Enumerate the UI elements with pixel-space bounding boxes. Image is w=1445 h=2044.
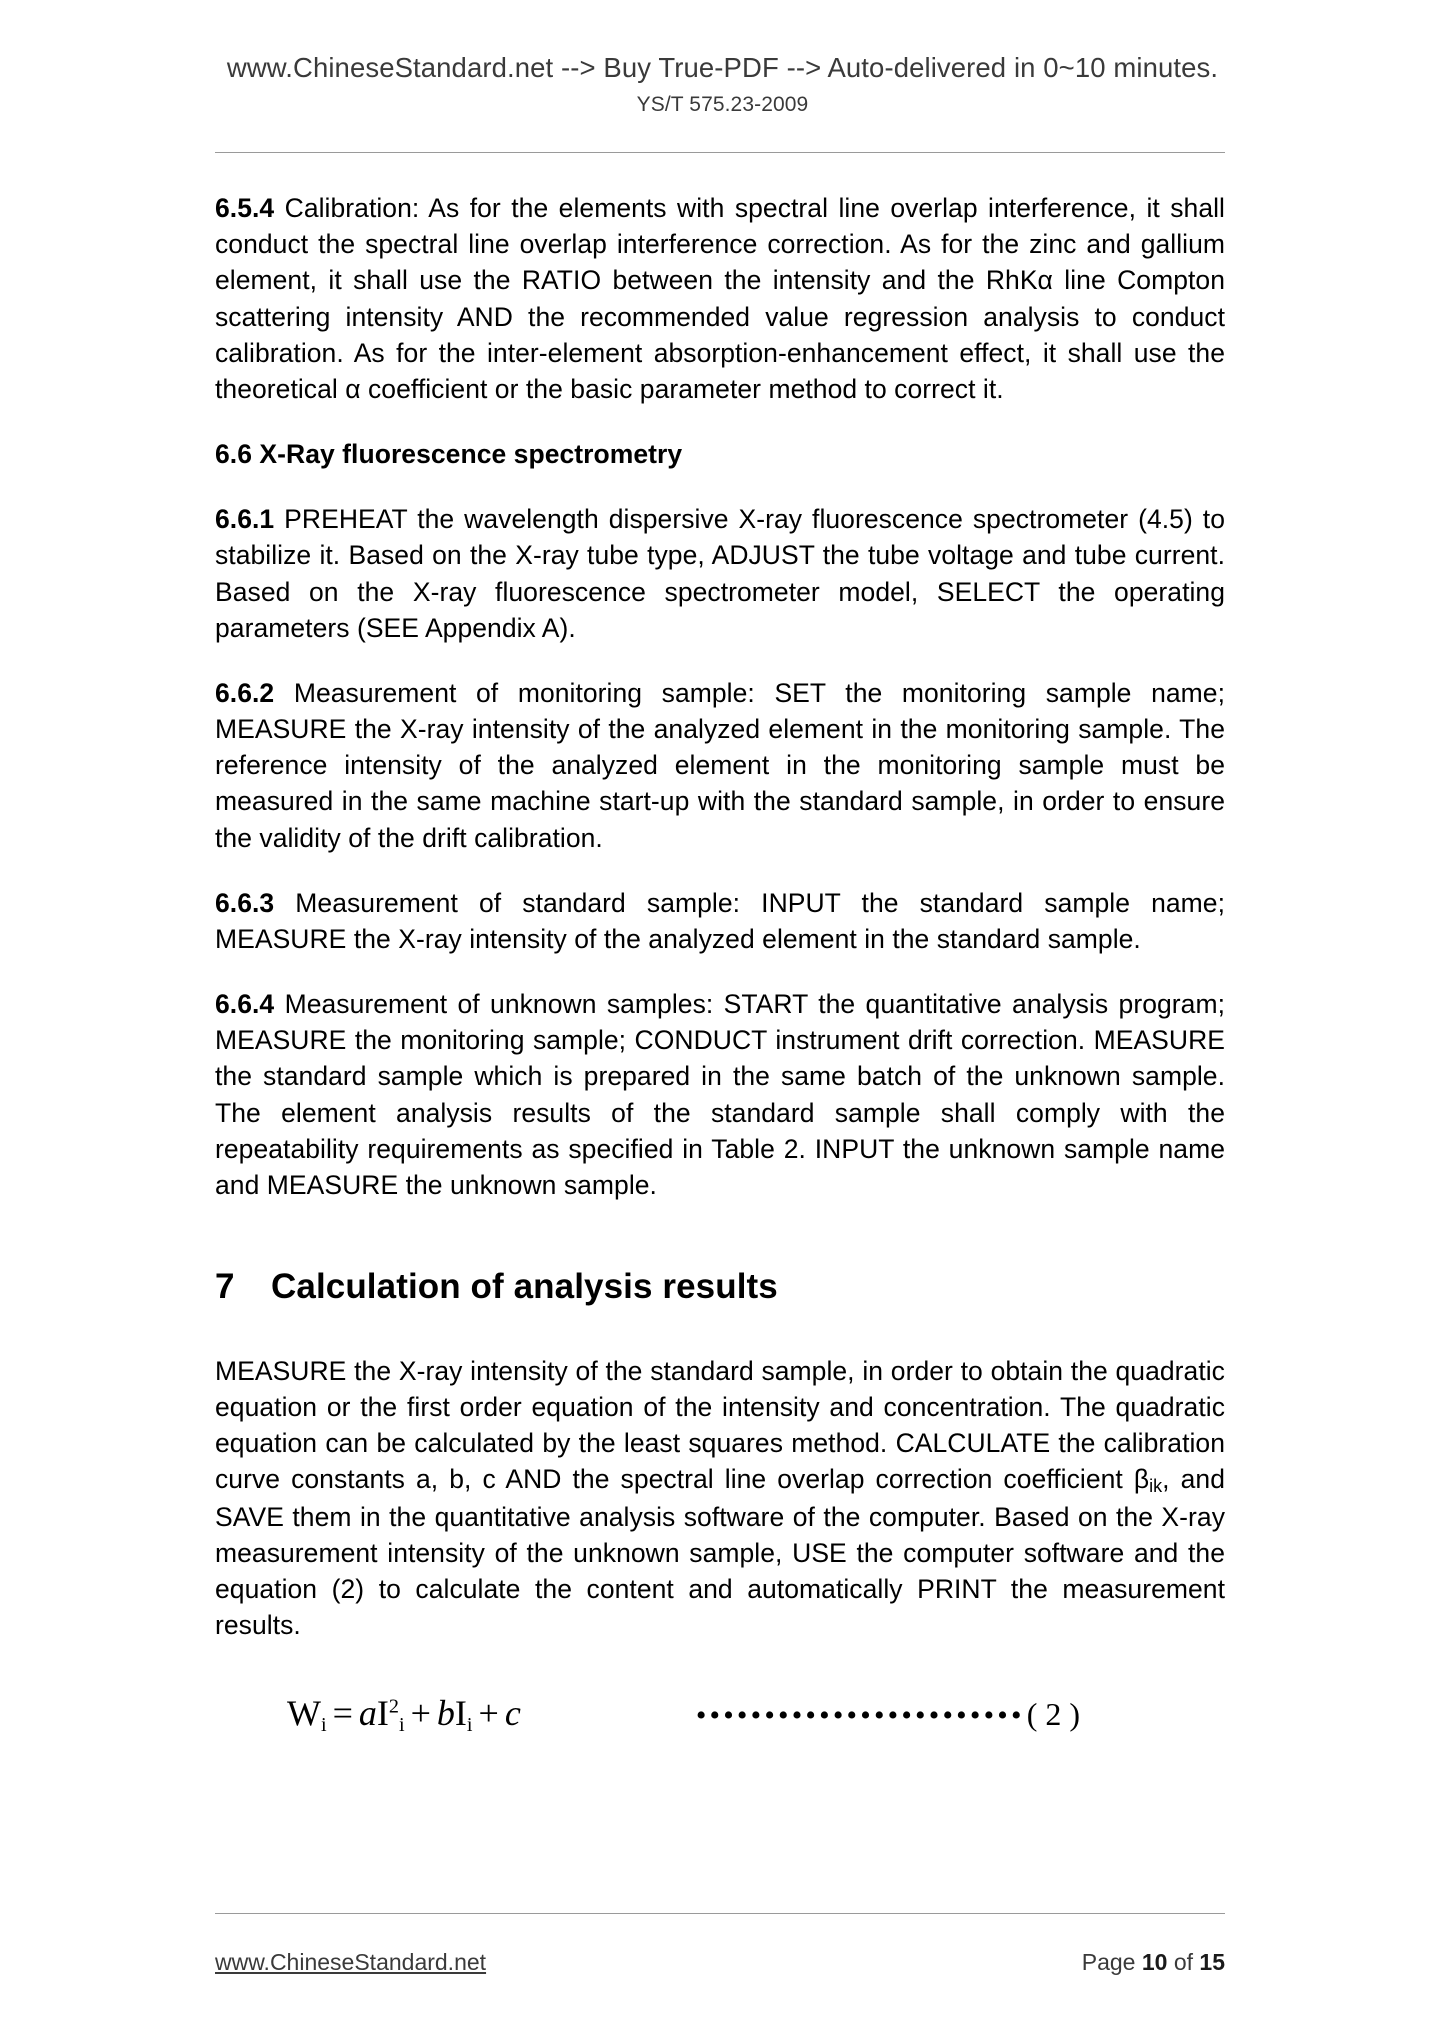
- clause-text-6-5-4: Calibration: As for the elements with spectral line overlap interference, it shall conduct the spectral line overlap interference correction. As for the zinc and gallium element, it shall use the RATIO between the intensity and the RhKα line Compton scattering intensity AND the recommended value regression analysis to conduct calibration. As for the inter-element absorption-enhancement effect, it shall use the theoretical α coefficient or the basic parameter method to correct it.: [215, 193, 1225, 404]
- equation-expression: [287, 1692, 521, 1737]
- document-body: [215, 190, 1225, 1737]
- equation-term3-constant: c: [504, 1692, 521, 1733]
- paragraph-section-7: [215, 1353, 1225, 1644]
- equation-leader-group: [696, 1696, 1080, 1733]
- equation-term1-exponent: 2: [388, 1695, 399, 1718]
- equation-term1-index: i: [398, 1713, 405, 1736]
- beta-subscript-ik: ik: [1149, 1476, 1163, 1497]
- equation-lhs-index: i: [320, 1713, 327, 1736]
- clause-text-6-6-2: Measurement of monitoring sample: SET the monitoring sample name; MEASURE the X-ray intensity of the analyzed element in the monitoring sample. The reference intensity of the analyzed element in the monitoring sample must be measured in the same machine start-up with the standard sample, in order to ensure the validity of the drift calibration.: [215, 677, 1225, 853]
- clause-text-6-6-3: Measurement of standard sample: INPUT the standard sample name; MEASURE the X-ray intensity of the analyzed element in the standard sample.: [215, 887, 1225, 954]
- page-number-label: [1082, 1949, 1225, 1976]
- equation-number-label: ( 2 ): [1026, 1695, 1080, 1732]
- page-prefix-text: Page: [1081, 1949, 1142, 1975]
- paragraph-6-6-2: [215, 675, 1225, 856]
- equation-row-2: [215, 1692, 1225, 1737]
- page-footer: [215, 1949, 1225, 1976]
- equation-term2-variable: I: [454, 1692, 467, 1733]
- equation-term1-coefficient: a: [358, 1692, 377, 1733]
- equation-term1-variable: I: [376, 1692, 389, 1733]
- equation-term2-index: i: [466, 1713, 473, 1736]
- paragraph-6-6-3: [215, 885, 1225, 957]
- equation-lhs-variable: W: [287, 1692, 321, 1733]
- clause-text-6-6-4: Measurement of unknown samples: START the quantitative analysis program; MEASURE the monitoring sample; CONDUCT instrument drift correction. MEASURE the standard sample which is prepared in the same batch of the unknown sample. The element analysis results of the standard sample shall comply with the repeatability requirements as specified in Table 2. INPUT the unknown sample name and MEASURE the unknown sample.: [215, 989, 1225, 1200]
- section-7-text-part2: , and SAVE them in the quantitative analysis software of the computer. Based on the X-ray measurement intensity of the unknown sample, USE the computer software and the equation (2) to calculate the content and automatically PRINT the measurement results.: [215, 1464, 1225, 1641]
- paragraph-6-6-4: [215, 986, 1225, 1203]
- leader-dots: ••••••••••••••••••••••••: [695, 1698, 1025, 1732]
- clause-number-6-6-2: 6.6.2: [215, 677, 275, 708]
- heading-section-7: [215, 1265, 1225, 1309]
- section-7-text-part1: MEASURE the X-ray intensity of the standard sample, in order to obtain the quadratic equation or the first order equation of the intensity and concentration. The quadratic equation can be calculated by the least squares method. CALCULATE the calibration curve constants a, b, c AND the spectral line overlap correction coefficient β: [215, 1355, 1225, 1495]
- page-current-number: 10: [1141, 1949, 1168, 1975]
- clause-number-6-6-4: 6.6.4: [215, 989, 275, 1020]
- clause-number-6-6-1: 6.6.1: [215, 504, 275, 535]
- clause-text-6-6-1: PREHEAT the wavelength dispersive X-ray fluorescence spectrometer (4.5) to stabilize it. Based on the X-ray tube type, ADJUST the tube voltage and tube current. Based on the X-ray fluorescence spectrometer model, SELECT the operating parameters (SEE Appendix A).: [215, 504, 1225, 643]
- section-number-7: 7: [215, 1267, 235, 1307]
- footer-divider: [215, 1913, 1225, 1914]
- promo-banner-text: www.ChineseStandard.net --> Buy True-PDF --> Auto-delivered in 0~10 minutes.: [226, 52, 1219, 83]
- header-divider: [215, 152, 1225, 153]
- clause-number-6-5-4: 6.5.4: [215, 193, 275, 223]
- page-total-number: 15: [1199, 1949, 1225, 1975]
- heading-6-6: 6.6 X-Ray fluorescence spectrometry: [215, 439, 683, 470]
- equation-equals-sign: =: [332, 1692, 353, 1733]
- page-of-text: of: [1167, 1949, 1200, 1975]
- equation-plus-sign-1: +: [410, 1692, 431, 1733]
- equation-term2-coefficient: b: [436, 1692, 455, 1733]
- paragraph-6-5-4: [215, 190, 1225, 407]
- page-header: [0, 52, 1445, 117]
- equation-plus-sign-2: +: [478, 1692, 499, 1733]
- footer-website-link[interactable]: www.ChineseStandard.net: [215, 1949, 487, 1975]
- clause-number-6-6-3: 6.6.3: [215, 887, 275, 918]
- paragraph-6-6-1: [215, 501, 1225, 646]
- standard-code-text: YS/T 575.23-2009: [636, 93, 809, 116]
- section-title-7: Calculation of analysis results: [271, 1267, 778, 1307]
